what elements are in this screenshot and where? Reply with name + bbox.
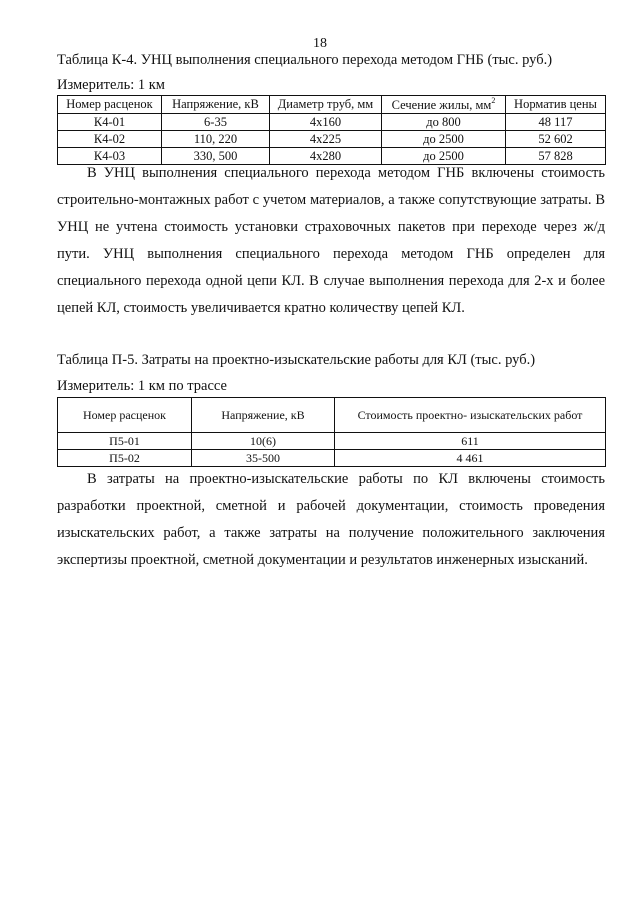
table-cell: П5-02 bbox=[58, 450, 192, 467]
table-cell: до 2500 bbox=[382, 148, 506, 165]
table-k4 bbox=[57, 95, 606, 165]
column-header-text: Сечение жилы, мм bbox=[391, 98, 492, 112]
table-cell: 10(6) bbox=[192, 433, 335, 450]
table-cell: 110, 220 bbox=[162, 131, 270, 148]
table-p5 bbox=[57, 397, 606, 467]
page-number: 18 bbox=[313, 36, 327, 51]
table-cell: 611 bbox=[335, 433, 606, 450]
table-row bbox=[58, 114, 606, 131]
table-cell: 4х280 bbox=[270, 148, 382, 165]
table-cell: 4х160 bbox=[270, 114, 382, 131]
table-cell: 57 828 bbox=[506, 148, 606, 165]
table-cell: К4-01 bbox=[58, 114, 162, 131]
table-cell: 48 117 bbox=[506, 114, 606, 131]
table-k4-unit: Измеритель: 1 км bbox=[57, 77, 165, 93]
table-row bbox=[58, 450, 606, 467]
paragraph-p5-description: В затраты на проектно-изыскательские работы по КЛ включены стоимость разработки проектной, сметной и рабочей документации, стоимость проведения изыскательских работ, а также затраты на получение положительного заключения экспертизы проектной, сметной документации и результатов инженерных изысканий. bbox=[57, 471, 605, 568]
table-cell: 35-500 bbox=[192, 450, 335, 467]
table-cell: 4 461 bbox=[335, 450, 606, 467]
table-p5-unit: Измеритель: 1 км по трассе bbox=[57, 378, 227, 394]
column-header bbox=[382, 96, 506, 114]
table-cell: 52 602 bbox=[506, 131, 606, 148]
column-header: Стоимость проектно- изыскательских работ bbox=[335, 398, 606, 433]
column-header: Номер расценок bbox=[58, 96, 162, 114]
paragraph-k4-description: В УНЦ выполнения специального перехода методом ГНБ включены стоимость строительно-монтажных работ с учетом материалов, а также сопутствующие затраты. В УНЦ не учтена стоимость установки страховочных пакетов при переходе через ж/д пути. УНЦ выполнения специального перехода методом ГНБ определен для специального перехода одной цепи КЛ. В случае выполнения перехода для 2-х и более цепей КЛ, стоимость увеличивается кратно количеству цепей КЛ. bbox=[57, 165, 605, 316]
table-p5-caption: Таблица П-5. Затраты на проектно-изыскательские работы для КЛ (тыс. руб.) bbox=[57, 352, 536, 368]
column-header: Номер расценок bbox=[58, 398, 192, 433]
column-header: Напряжение, кВ bbox=[162, 96, 270, 114]
table-cell: до 800 bbox=[382, 114, 506, 131]
table-cell: К4-02 bbox=[58, 131, 162, 148]
superscript: 2 bbox=[491, 96, 496, 105]
table-cell: К4-03 bbox=[58, 148, 162, 165]
table-k4-caption: Таблица К-4. УНЦ выполнения специального перехода методом ГНБ (тыс. руб.) bbox=[57, 52, 553, 68]
column-header: Напряжение, кВ bbox=[192, 398, 335, 433]
table-cell: до 2500 bbox=[382, 131, 506, 148]
table-row bbox=[58, 131, 606, 148]
table-cell: П5-01 bbox=[58, 433, 192, 450]
table-row bbox=[58, 433, 606, 450]
table-header-row bbox=[58, 398, 606, 433]
column-header: Норматив цены bbox=[506, 96, 606, 114]
table-cell: 330, 500 bbox=[162, 148, 270, 165]
table-cell: 4х225 bbox=[270, 131, 382, 148]
table-header-row bbox=[58, 96, 606, 114]
table-cell: 6-35 bbox=[162, 114, 270, 131]
column-header: Диаметр труб, мм bbox=[270, 96, 382, 114]
